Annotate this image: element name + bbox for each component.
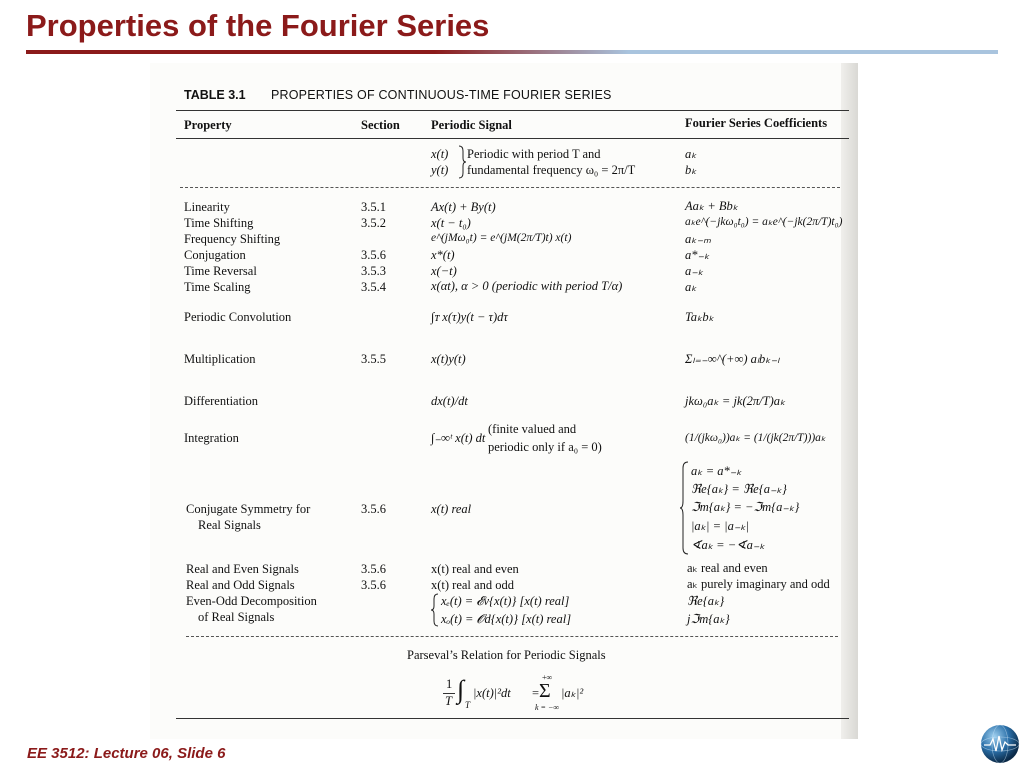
row-property: Frequency Shifting bbox=[184, 232, 281, 246]
row-coefficient: aₖ real and even bbox=[687, 561, 768, 575]
header-rule bbox=[176, 138, 849, 139]
header-fourier-coefficients: Fourier Series Coefficients bbox=[685, 116, 828, 130]
header-periodic-signal: Periodic Signal bbox=[431, 118, 512, 132]
row-property: Conjugate Symmetry for bbox=[186, 502, 311, 516]
row-signal: x(t − t₀) bbox=[431, 216, 471, 230]
parseval-integral-sub: T bbox=[465, 700, 471, 710]
table-caption-title: PROPERTIES OF CONTINUOUS-TIME FOURIER SERIES bbox=[271, 88, 612, 102]
row-property: Even-Odd Decomposition bbox=[186, 594, 317, 608]
row-section: 3.5.6 bbox=[361, 562, 386, 576]
decomposition-brace bbox=[431, 593, 439, 627]
row-section: 3.5.3 bbox=[361, 264, 386, 278]
row-coefficient: aₖ purely imaginary and odd bbox=[687, 577, 830, 591]
table-top-rule bbox=[176, 110, 849, 111]
row-property: Multiplication bbox=[184, 352, 256, 366]
intro-x: x(t) bbox=[431, 147, 449, 161]
row-property: Periodic Convolution bbox=[184, 310, 292, 324]
symmetry-line: aₖ = a*₋ₖ bbox=[691, 464, 742, 478]
row-coefficient: a*₋ₖ bbox=[685, 248, 710, 262]
intro-brace bbox=[458, 145, 466, 179]
row-property-cont: of Real Signals bbox=[198, 610, 275, 624]
intro-desc-1: Periodic with period T and bbox=[467, 147, 601, 161]
row-coefficient-cont: jℑm{aₖ} bbox=[687, 612, 730, 626]
intro-bk: bₖ bbox=[685, 163, 697, 177]
intro-desc-2: fundamental frequency ω₀ = 2π/T bbox=[467, 163, 636, 177]
row-property: Real and Odd Signals bbox=[186, 578, 295, 592]
parseval-denominator: T bbox=[445, 694, 452, 708]
row-property: Time Reversal bbox=[184, 264, 257, 278]
header-property: Property bbox=[184, 118, 232, 132]
intro-y: y(t) bbox=[431, 163, 449, 177]
row-signal-note: periodic only if a₀ = 0) bbox=[488, 440, 602, 454]
symmetry-line: ∢aₖ = −∢a₋ₖ bbox=[691, 538, 765, 552]
row-signal: e^(jMω₀t) = e^(jM(2π/T)t) x(t) bbox=[431, 232, 572, 244]
parseval-title: Parseval’s Relation for Periodic Signals bbox=[407, 648, 606, 662]
row-signal-note: (finite valued and bbox=[488, 422, 577, 436]
parseval-sum-top: +∞ bbox=[542, 673, 553, 682]
row-coefficient: aₖe^(−jkω₀t₀) = aₖe^(−jk(2π/T)t₀) bbox=[685, 216, 843, 228]
parseval-sum-bottom: k = −∞ bbox=[535, 703, 560, 712]
row-signal: x(t) real and even bbox=[431, 562, 519, 576]
row-property-cont: Real Signals bbox=[198, 518, 261, 532]
row-property: Differentiation bbox=[184, 394, 259, 408]
row-signal: ∫₋∞ᵗ x(t) dt bbox=[431, 431, 486, 445]
slide-footer: EE 3512: Lecture 06, Slide 6 bbox=[27, 745, 226, 762]
parseval-integrand: |x(t)|²dt bbox=[473, 686, 511, 700]
row-coefficient: Σₗ₌₋∞^(+∞) aₗbₖ₋ₗ bbox=[685, 352, 780, 366]
row-section: 3.5.5 bbox=[361, 352, 386, 366]
parseval-numerator: 1 bbox=[446, 677, 453, 691]
globe-icon bbox=[980, 724, 1020, 764]
row-coefficient: Aaₖ + Bbₖ bbox=[685, 199, 739, 213]
row-property: Time Scaling bbox=[184, 280, 251, 294]
row-coefficient: aₖ bbox=[685, 280, 697, 294]
row-property: Linearity bbox=[184, 200, 230, 214]
row-section: 3.5.6 bbox=[361, 248, 386, 262]
row-signal: x(t) real and odd bbox=[431, 578, 514, 592]
row-signal: Ax(t) + By(t) bbox=[431, 200, 496, 214]
page-edge-shadow bbox=[841, 63, 858, 739]
intro-dashed-rule bbox=[180, 187, 840, 188]
title-rule bbox=[26, 50, 998, 54]
row-signal: dx(t)/dt bbox=[431, 394, 468, 408]
row-property: Conjugation bbox=[184, 248, 246, 262]
row-coefficient: Taₖbₖ bbox=[685, 310, 714, 324]
row-section: 3.5.1 bbox=[361, 200, 386, 214]
row-signal: x*(t) bbox=[431, 248, 455, 262]
symmetry-line: |aₖ| = |a₋ₖ| bbox=[691, 519, 750, 533]
table-caption-label: TABLE 3.1 bbox=[184, 88, 246, 102]
row-coefficient: aₖ₋ₘ bbox=[685, 232, 711, 246]
row-coefficient: ℜe{aₖ} bbox=[687, 594, 725, 608]
parseval-rhs: |aₖ|² bbox=[561, 686, 584, 700]
intro-ak: aₖ bbox=[685, 147, 697, 161]
header-section: Section bbox=[361, 118, 400, 132]
row-property: Integration bbox=[184, 431, 239, 445]
parseval-dashed-rule bbox=[186, 636, 838, 637]
row-property: Real and Even Signals bbox=[186, 562, 299, 576]
symmetry-brace bbox=[679, 461, 689, 555]
row-section: 3.5.4 bbox=[361, 280, 386, 294]
row-section: 3.5.6 bbox=[361, 578, 386, 592]
row-property: Time Shifting bbox=[184, 216, 254, 230]
row-signal: x(−t) bbox=[431, 264, 457, 278]
row-section: 3.5.2 bbox=[361, 216, 386, 230]
row-coefficient: jkω₀aₖ = jk(2π/T)aₖ bbox=[685, 394, 786, 408]
parseval-integral-sign: ∫ bbox=[457, 675, 465, 704]
symmetry-line: ℜe{aₖ} = ℜe{a₋ₖ} bbox=[691, 482, 787, 496]
parseval-sum-sign: Σ bbox=[539, 680, 551, 702]
row-signal: ∫ᴛ x(τ)y(t − τ)dτ bbox=[431, 310, 508, 324]
row-section: 3.5.6 bbox=[361, 502, 386, 516]
table-bottom-rule bbox=[176, 718, 849, 719]
row-coefficient: a₋ₖ bbox=[685, 264, 704, 278]
symmetry-line: ℑm{aₖ} = −ℑm{a₋ₖ} bbox=[691, 500, 800, 514]
row-signal-cont: xₒ(t) = 𝓞d{x(t)} [x(t) real] bbox=[441, 612, 572, 626]
row-signal: x(αt), α > 0 (periodic with period T/α) bbox=[431, 279, 623, 293]
row-coefficient: (1/(jkω₀))aₖ = (1/(jk(2π/T)))aₖ bbox=[685, 432, 826, 444]
slide-title: Properties of the Fourier Series bbox=[26, 8, 490, 43]
row-signal: x(t) real bbox=[431, 502, 472, 516]
row-signal: xₑ(t) = 𝓔v{x(t)} [x(t) real] bbox=[441, 594, 570, 608]
row-signal: x(t)y(t) bbox=[431, 352, 466, 366]
parseval-equals: = bbox=[532, 686, 540, 700]
